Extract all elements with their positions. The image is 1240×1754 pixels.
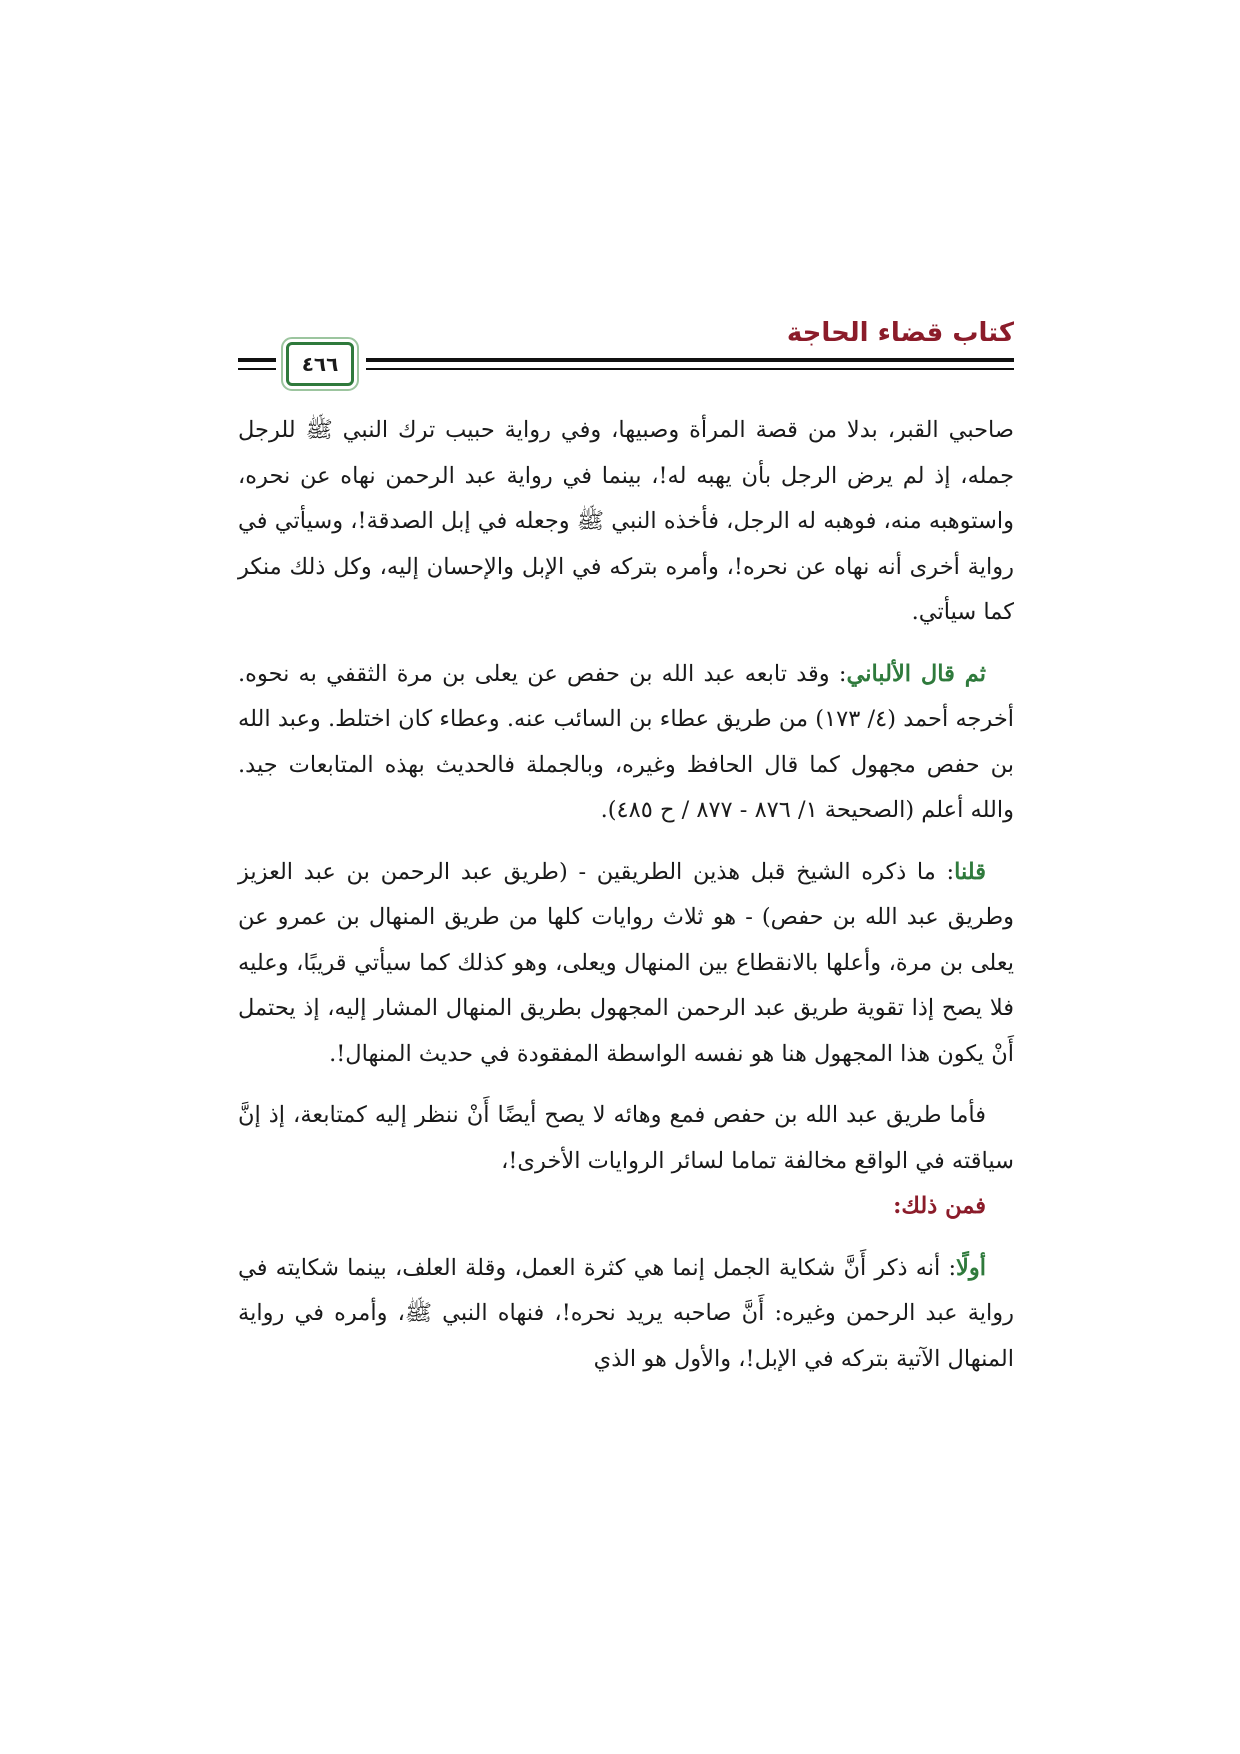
page-body	[238, 408, 1014, 1398]
page-number-badge	[286, 342, 354, 386]
paragraph-4-text: فأما طريق عبد الله بن حفص فمع وهائه لا يصح أيضًا أَنْ ننظر إليه كمتابعة، إذ إنَّ سياقته في الواقع مخالفة تماما لسائر الروايات الأخرى!،	[238, 1102, 1014, 1174]
fa-min-dhalik-label: فمن ذلك:	[893, 1193, 986, 1219]
paragraph-5	[238, 1246, 1014, 1383]
page-header	[238, 318, 1014, 388]
paragraph-5-text: : أنه ذكر أَنَّ شكاية الجمل إنما هي كثرة العمل، وقلة العلف، بينما شكايته في رواية عبد الرحمن وغيره: أَنَّ صاحبه يريد نحره!، فنهاه النبي ﷺ، وأمره في رواية المنهال الآتية بتركه في الإبل!، والأول هو الذي	[238, 1254, 1014, 1372]
qulna-label: قلنا	[954, 858, 986, 885]
paragraph-1-text: صاحبي القبر، بدلا من قصة المرأة وصبيها، وفي رواية حبيب ترك النبي ﷺ للرجل جمله، إذ لم يرض الرجل بأن يهبه له!، بينما في رواية عبد الرحمن نهاه عن نحره، واستوهبه منه، فوهبه له الرجل، فأخذه النبي ﷺ وجعله في إبل الصدقة!، وسيأتي في رواية أخرى أنه نهاه عن نحره!، وأمره بتركه في الإبل والإحسان إليه، وكل ذلك منكر كما سيأتي.	[238, 417, 1014, 625]
paragraph-3	[238, 850, 1014, 1078]
paragraph-4	[238, 1093, 1014, 1230]
book-title: كتاب قضاء الحاجة	[786, 318, 1014, 348]
paragraph-2	[238, 652, 1014, 834]
page-number: ٤٦٦	[301, 352, 339, 376]
paragraph-1	[238, 408, 1014, 636]
albani-label: ثم قال الألباني	[846, 660, 986, 687]
paragraph-3-text: : ما ذكره الشيخ قبل هذين الطريقين - (طريق عبد الرحمن بن عبد العزيز وطريق عبد الله بن حفص) - هو ثلاث روايات كلها من طريق المنهال بن عمرو عن يعلى بن مرة، وأعلها بالانقطاع بين المنهال ويعلى، وهو كذلك كما سيأتي قريبًا، وعليه فلا يصح إذا تقوية طريق عبد الرحمن المجهول بطريق المنهال المشار إليه، إذ يحتمل أَنْ يكون هذا المجهول هنا هو نفسه الواسطة المفقودة في حديث المنهال!.	[238, 858, 1014, 1067]
paragraph-2-text: : وقد تابعه عبد الله بن حفص عن يعلى بن مرة الثقفي به نحوه. أخرجه أحمد (٤/ ١٧٣) من طريق عطاء بن السائب عنه. وعطاء كان اختلط. وعبد الله بن حفص مجهول كما قال الحافظ وغيره، وبالجملة فالحديث بهذه المتابعات جيد. والله أعلم (الصحيحة ١/ ٨٧٦ - ٨٧٧ / ح ٤٨٥).	[238, 660, 1014, 823]
awwalan-label: أولًا	[956, 1254, 986, 1281]
